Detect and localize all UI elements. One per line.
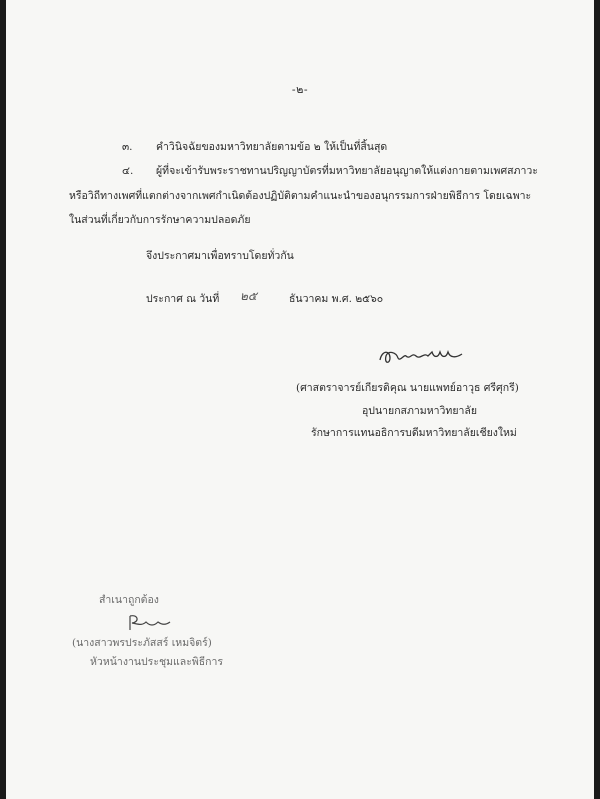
page-number: -๒-	[291, 83, 309, 96]
signatory-title-1: อุปนายกสภามหาวิทยาลัย	[362, 405, 477, 417]
date-prefix: ประกาศ ณ วันที่	[146, 293, 220, 305]
document-page	[6, 0, 594, 799]
signature-image	[376, 344, 466, 368]
item-4-continuation-1: หรือวิถีทางเพศที่แตกต่างจากเพศกำเนิดต้องปฏิบัติตามคำแนะนำของอนุกรรมการฝ่ายพิธีการ โดยเฉพาะ	[69, 190, 532, 202]
item-3	[122, 141, 387, 154]
item-4	[122, 165, 538, 178]
signatory-title-2: รักษาการแทนอธิการบดีมหาวิทยาลัยเชียงใหม่	[311, 427, 517, 439]
handwritten-day: ๒๕	[240, 289, 257, 303]
item-text: ผู้ที่จะเข้ารับพระราชทานปริญญาบัตรที่มหาวิทยาลัยอนุญาตให้แต่งกายตามเพศสภาวะ	[156, 165, 538, 177]
item-4-continuation-2: ในส่วนที่เกี่ยวกับการรักษาความปลอดภัย	[69, 214, 251, 226]
item-text: คำวินิจฉัยของมหาวิทยาลัยตามข้อ ๒ ให้เป็นที่สิ้นสุด	[156, 141, 388, 153]
certification-label: สำเนาถูกต้อง	[99, 594, 159, 606]
certification-signature-image	[124, 612, 174, 634]
announcement-text: จึงประกาศมาเพื่อทราบโดยทั่วกัน	[146, 250, 294, 262]
date-month-year: ธันวาคม พ.ศ. ๒๕๖๐	[289, 293, 384, 305]
certification-name: (นางสาวพรประภัสสร์ เหมจิตร์)	[72, 637, 212, 649]
item-number: ๓.	[122, 141, 133, 153]
item-number: ๔.	[122, 165, 134, 177]
certification-position: หัวหน้างานประชุมและพิธีการ	[90, 656, 224, 668]
signatory-name: (ศาสตราจารย์เกียรติคุณ นายแพทย์อาวุธ ศรีศุกรี)	[296, 382, 519, 394]
